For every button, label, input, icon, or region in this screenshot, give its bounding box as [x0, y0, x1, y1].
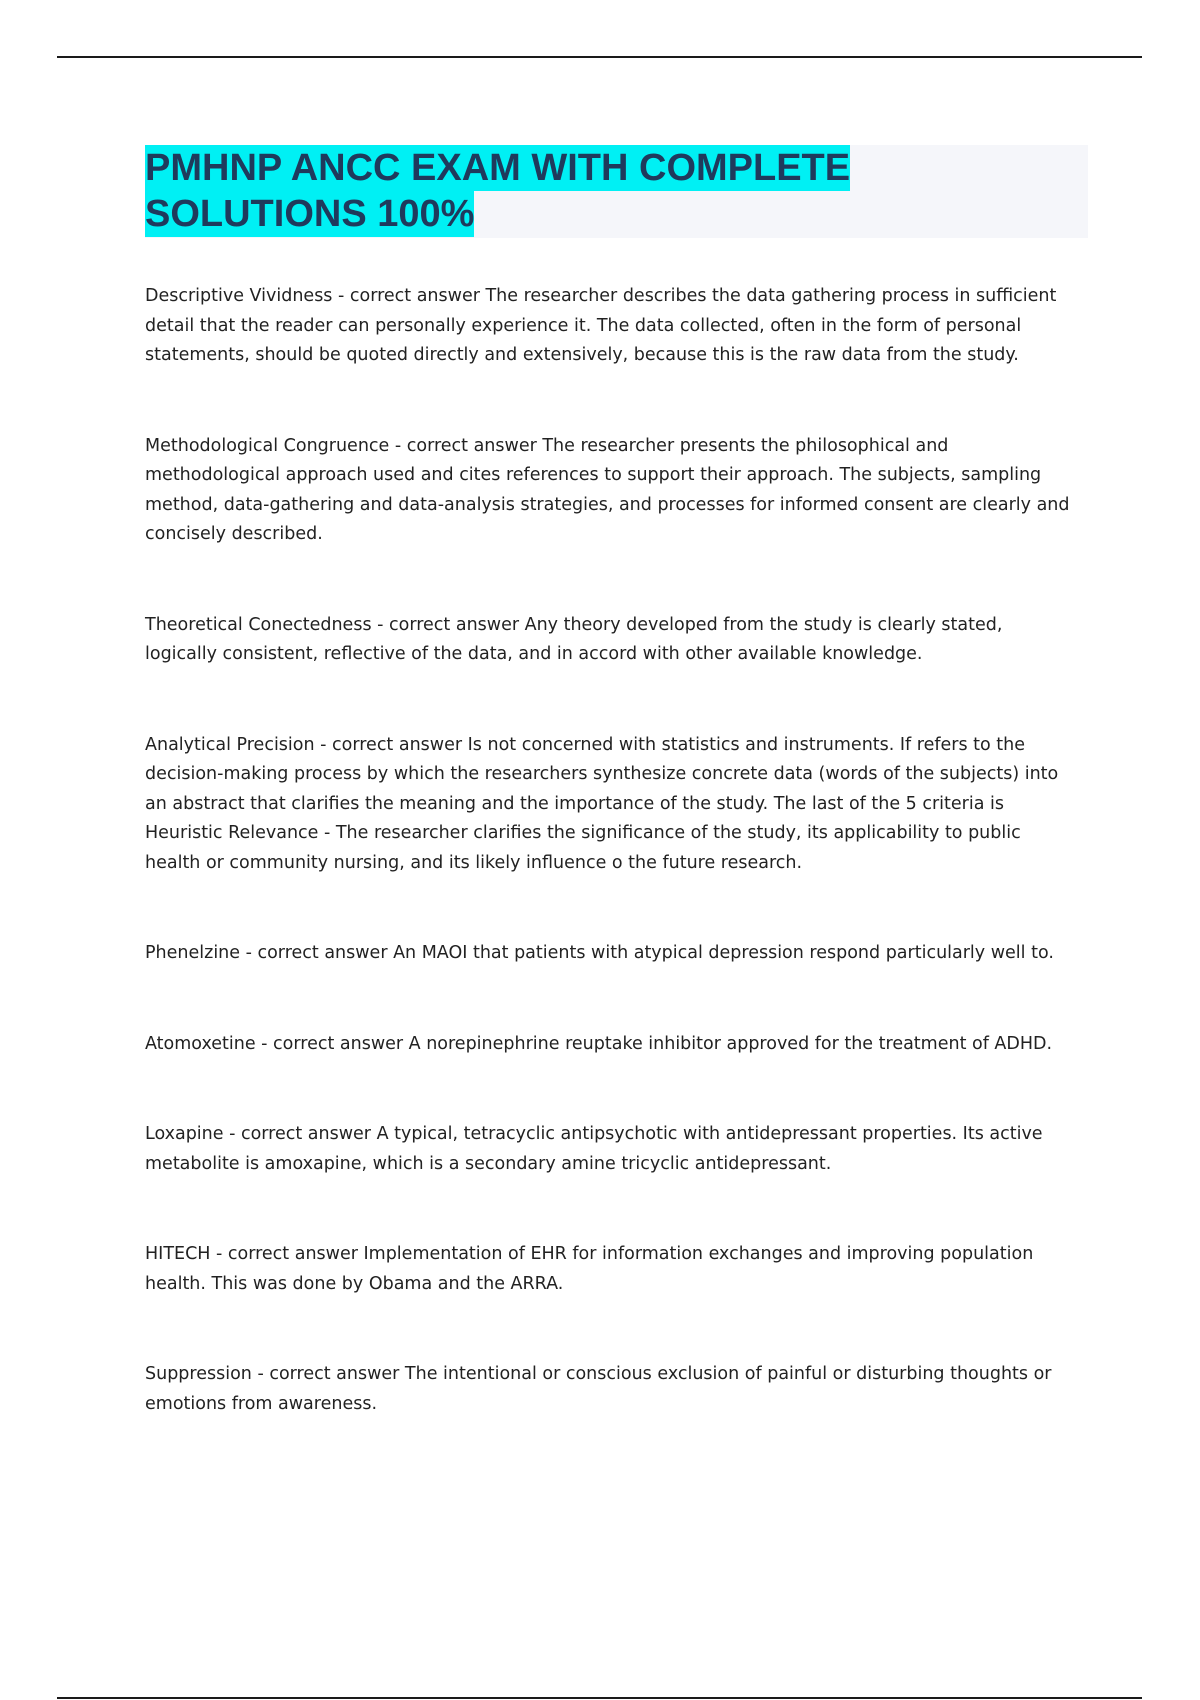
entry-line: HITECH - correct answer Implementation of EHR for information exchanges and improving population: [145, 1244, 1034, 1264]
entry-line: Phenelzine - correct answer An MAOI that patients with atypical depression respond particularly well to.: [145, 943, 1054, 963]
qa-entry-loxapine: [145, 1120, 1095, 1179]
entry-line: methodological approach used and cites references to support their approach. The subjects, sampling: [145, 465, 1042, 485]
entry-line: metabolite is amoxapine, which is a secondary amine tricyclic antidepressant.: [145, 1153, 832, 1174]
entry-line: Heuristic Relevance - The researcher clarifies the significance of the study, its applicability to public: [145, 823, 1021, 843]
entry-line: an abstract that clarifies the meaning and the importance of the study. The last of the 5 criteria is: [145, 793, 1004, 814]
qa-entry-hitech: [145, 1240, 1095, 1299]
qa-entry-descriptive-vividness: [145, 282, 1095, 371]
entry-line: Loxapine - correct answer A typical, tetracyclic antipsychotic with antidepressant properties. Its active: [145, 1124, 1043, 1144]
entry-line: decision-making process by which the researchers synthesize concrete data (words of the subjects) into: [145, 764, 1059, 784]
page-title-line-1: PMHNP ANCC EXAM WITH COMPLETE: [145, 147, 851, 189]
page-title-line-2: SOLUTIONS 100%: [145, 193, 475, 235]
qa-list: [145, 282, 1095, 1480]
top-rule: [57, 56, 1142, 58]
entry-line: emotions from awareness.: [145, 1393, 378, 1414]
entry-line: concisely described.: [145, 524, 323, 544]
entry-line: logically consistent, reflective of the data, and in accord with other available knowledge.: [145, 644, 923, 664]
qa-entry-phenelzine: [145, 939, 1095, 969]
qa-entry-analytical-precision: [145, 731, 1095, 879]
entry-line: Suppression - correct answer The intentional or conscious exclusion of painful or disturbing thoughts or: [145, 1364, 1052, 1384]
qa-entry-suppression: [145, 1360, 1095, 1419]
qa-entry-theoretical-conectedness: [145, 611, 1095, 670]
title-block: [145, 145, 1088, 238]
entry-line: method, data-gathering and data-analysis strategies, and processes for informed consent are clearly and: [145, 494, 1070, 515]
qa-entry-atomoxetine: [145, 1030, 1095, 1060]
entry-line: detail that the reader can personally experience it. The data collected, often in the form of personal: [145, 315, 1022, 336]
entry-line: Atomoxetine - correct answer A norepinephrine reuptake inhibitor approved for the treatment of ADHD.: [145, 1033, 1053, 1054]
entry-line: health or community nursing, and its likely influence o the future research.: [145, 852, 803, 873]
entry-line: Analytical Precision - correct answer Is not concerned with statistics and instruments. If refers to the: [145, 734, 1026, 755]
entry-line: Methodological Congruence - correct answer The researcher presents the philosophical and: [145, 435, 949, 456]
entry-line: Theoretical Conectedness - correct answer Any theory developed from the study is clearly stated,: [145, 614, 1003, 635]
entry-line: health. This was done by Obama and the ARRA.: [145, 1273, 564, 1294]
qa-entry-methodological-congruence: [145, 432, 1095, 550]
entry-line: Descriptive Vividness - correct answer The researcher describes the data gathering process in sufficient: [145, 286, 1057, 306]
bottom-rule: [57, 1697, 1142, 1699]
entry-line: statements, should be quoted directly and extensively, because this is the raw data from the study.: [145, 345, 1019, 365]
